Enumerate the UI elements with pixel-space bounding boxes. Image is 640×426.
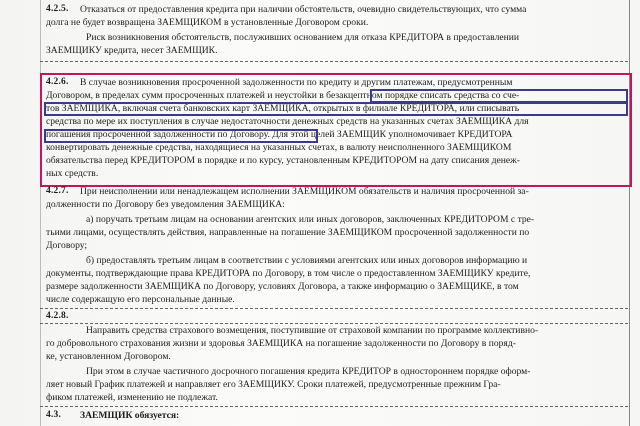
section-text-line: ке, установленном Договором. (46, 351, 171, 362)
section-text-line: числе содержащую его персональные данные. (46, 294, 235, 305)
section-divider (40, 61, 628, 62)
section-divider (40, 406, 628, 407)
section-text-line: Договором, в пределах сумм просроченных платежей и неустойки в безакцептном порядке списать средства со сче- (46, 90, 520, 101)
section-text-line: Риск возникновения обстоятельств, послуживших основанием для отказа КРЕДИТОРА в предоставлении (86, 32, 520, 43)
section-text-line: тов ЗАЕМЩИКА, включая счета банковских карт ЗАЕМЩИКА, открытых в филиале КРЕДИТОРА, или списывать (46, 103, 520, 114)
section-number-4-3: 4.3. (46, 410, 62, 420)
section-text-line: Направить средства страхового возмещения, поступившие от страховой компании по программе коллективно- (86, 325, 539, 336)
section-text-line: документы, подтверждающие права КРЕДИТОРА по Договору, в том числе о предоставленном ЗАЕМЩИКУ кредите, (46, 268, 531, 279)
highlight-box-blue (370, 89, 628, 103)
section-text-line: ЗАЕМЩИКУ кредита, несет ЗАЕМЩИК. (46, 45, 218, 56)
section-number-4-2-7: 4.2.7. (46, 186, 69, 196)
highlight-box-blue (44, 129, 318, 143)
section-text-line: В случае возникновения просроченной задолженности по кредиту и другим платежам, предусмотренным (80, 77, 513, 88)
section-text-line: б) предоставлять третьим лицам в соответствии с условиями агентских или иных договоров информацию и (86, 255, 528, 266)
section-title: ЗАЕМЩИК обязуется: (80, 410, 180, 421)
section-number-4-2-8: 4.2.8. (46, 311, 69, 321)
section-text-line: обязательства перед КРЕДИТОРОМ в порядке и по курсу, установленным КРЕДИТОРОМ на дату списания денеж- (46, 155, 520, 166)
section-text-line: долженности по Договору без уведомления ЗАЕМЩИКА: (46, 199, 285, 210)
section-text-line: а) поручать третьим лицам на основании агентских или иных договоров, заключенных КРЕДИТОРОМ с тре- (86, 214, 535, 225)
section-text-line: тьими лицами, осуществлять действия, направленные на погашение ЗАЕМЩИКОМ просроченной задолженности по (46, 227, 530, 238)
section-number-4-2-5: 4.2.5. (46, 4, 69, 14)
section-text-line: ляет новый График платежей и направляет его ЗАЕМЩИКУ. Сроки платежей, предусмотренные прежним Гра- (46, 379, 501, 390)
section-number-4-2-6: 4.2.6. (46, 77, 69, 87)
right-margin-line (629, 0, 630, 426)
section-text-line: ных средств. (46, 168, 99, 179)
section-text-line: го добровольного страхования жизни и здоровья ЗАЕМЩИКА на погашение задолженности по Договору в поряд- (46, 338, 516, 349)
left-margin-line (40, 0, 41, 426)
section-text-line: размере задолженности ЗАЕМЩИКА по Договору, условиях Договора, а также информацию о ЗАЕМЩИКЕ, в том (46, 281, 519, 292)
section-divider (40, 323, 628, 324)
section-text-line: Договору; (46, 240, 88, 251)
highlight-box-blue (44, 102, 628, 116)
section-text-line: средства по мере их поступления в случае недостаточности денежных средств на указанных счетах ЗАЕМЩИКА для (46, 116, 529, 127)
section-text-line: При неисполнении или ненадлежащем исполнении ЗАЕМЩИКОМ обязательств и наличия просроченной за- (80, 186, 529, 197)
section-text-line: Отказаться от предоставления кредита при наличии обстоятельств, очевидно свидетельствующих, что сумма (80, 4, 527, 15)
section-text-line: погашения просроченной задолженности по Договору. Для этой целей ЗАЕМЩИК уполномочивает КРЕДИТОРА (46, 129, 513, 140)
section-divider (40, 308, 628, 309)
section-text-line: фиком платежей, изменению не подлежат. (46, 392, 218, 403)
section-text-line: При этом в случае частичного досрочного погашения кредита КРЕДИТОР в одностороннем порядке оформ- (86, 366, 531, 377)
section-text-line: долга не будет возвращена ЗАЕМЩИКОМ в установленные Договором сроки. (46, 17, 369, 28)
section-text-line: конвертировать денежные средства, находящиеся на указанных счетах, в валюту неисполненного ЗАЕМЩИКОМ (46, 142, 512, 153)
